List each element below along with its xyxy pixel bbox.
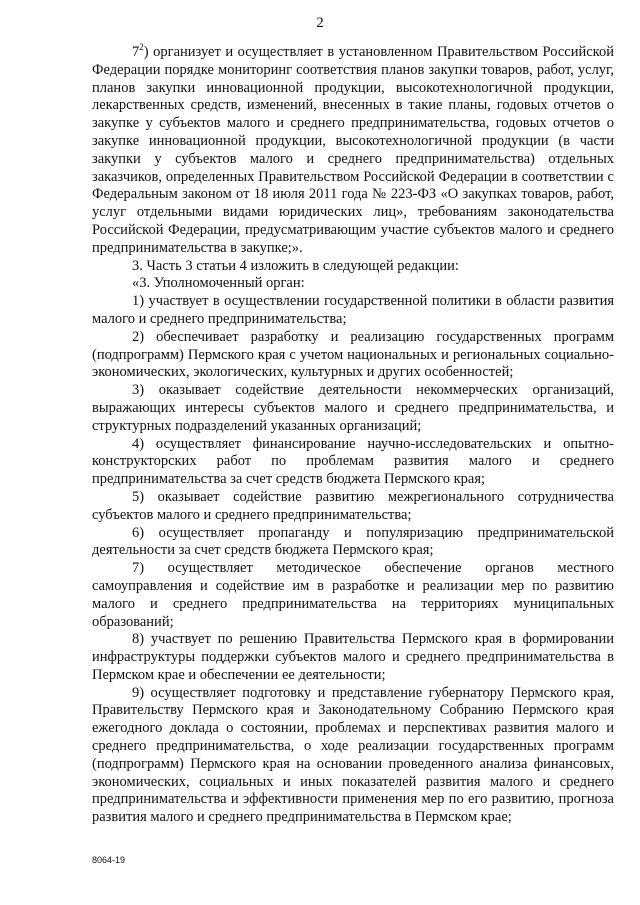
list-item-1: 1) участвует в осуществлении государственной политики в области развития малого и среднего предпринимательства; [92,293,614,327]
list-item-3: 3) оказывает содействие деятельности некоммерческих организаций, выражающих интересы субъектов малого и среднего предпринимательства, и структурных подразделений указанных организаций; [92,382,614,434]
superscript: 2 [139,42,144,52]
list-item-5: 5) оказывает содействие развитию межрегионального сотрудничества субъектов малого и среднего предпринимательства; [92,488,614,523]
paragraph-authorized-body: «3. Уполномоченный орган: [132,275,305,292]
page-number: 2 [316,15,324,31]
list-item-7: 7) осуществляет методическое обеспечение органов местного самоуправления и содействие им в разработке и реализации мер по развитию малого и среднего предпринимательства на территориях муниципальных образований; [92,560,614,630]
paragraph-text: ) организует и осуществляет в установленном Правительством Российской Федерации порядке мониторинг соответствия планов закупки товаров, работ, услуг, планов закупки инновационной продукции, высокотехнологичной продукции, лекарственных средств, изменений, внесенных в такие планы, годовых отчетов о закупке у субъектов малого и среднего предпринимательства, годовых отчетов о закупке инновационной продукции, высокотехнологичной продукции (в части закупки у субъектов малого и среднего предпринимательства) отдельных заказчиков, определенных Правительством Российской Федерации в соответствии с Федеральным законом от 18 июля 2011 года № 223-ФЗ «О закупках товаров, работ, услуг отдельными видами юридических лиц», требованиям законодательства Российской Федерации, предусматривающим участие субъектов малого и среднего предпринимательства в закупке;». [92,44,614,256]
document-code: 8064-19 [92,855,126,865]
paragraph-amendment-3: 3. Часть 3 статьи 4 изложить в следующей редакции: [132,257,459,274]
paragraph-7-2 [92,44,614,258]
list-item-9: 9) осуществляет подготовку и представление губернатору Пермского края, Правительству Пермского края и Законодательному Собранию Пермского края ежегодного доклада о состоянии, проблемах и перспективах развития малого и среднего предпринимательства, о ходе реализации государственных программ (подпрограмм) Пермского края на основании проведенного анализа финансовых, экономических, социальных и иных показателей развития малого и среднего предпринимательства и эффективности применения мер по его развитию, прогноза развития малого и среднего предпринимательства в Пермском крае; [92,684,614,826]
list-item-4: 4) осуществляет финансирование научно-исследовательских и опытно-конструкторских работ по проблемам развития малого и среднего предпринимательства за счет средств бюджета Пермского края; [92,435,614,488]
list-item-6: 6) осуществляет пропаганду и популяризацию предпринимательской деятельности за счет средств бюджета Пермского края; [92,524,614,559]
list-item-8: 8) участвует по решению Правительства Пермского края в формировании инфраструктуры поддержки субъектов малого и среднего предпринимательства в Пермском крае и обеспечении ее деятельности; [92,631,614,683]
paragraph-label: 7 [132,44,140,60]
document-body [92,44,614,827]
list-item-2: 2) обеспечивает разработку и реализацию государственных программ (подпрограмм) Пермского края с учетом национальных и региональных социально-экономических, экологических, культурных и других особенностей; [92,328,614,381]
